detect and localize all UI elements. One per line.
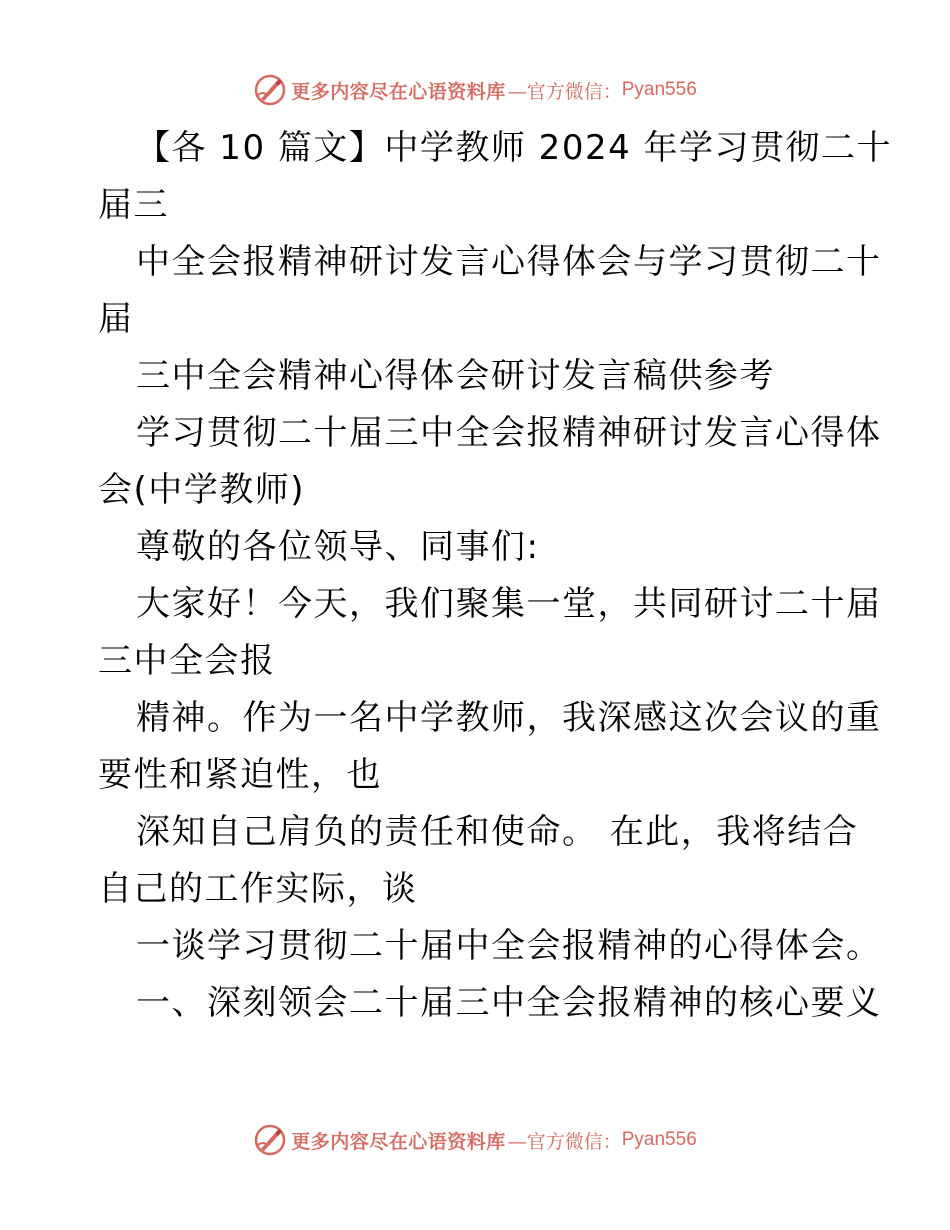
- watermark-wechat-id: Pyan556: [621, 79, 697, 100]
- text-line: 届: [98, 299, 134, 339]
- text-line: 精神。作为一名中学教师，我深感这次会议的重: [136, 698, 882, 738]
- text-line: 深知自己肩负的责任和使命。 在此，我将结合: [136, 812, 859, 852]
- watermark-banner-bottom: [0, 1120, 950, 1160]
- text-line: 一、深刻领会二十届三中全会报精神的核心要义: [136, 983, 882, 1023]
- watermark-main-text: 更多内容尽在心语资料库: [291, 80, 506, 103]
- watermark-wechat-id: Pyan556: [621, 1129, 697, 1150]
- watermark-separator: —官方微信：: [507, 80, 622, 103]
- pen-logo-icon: [253, 1123, 287, 1157]
- text-line: 【各 10 篇文】中学教师 2024 年学习贯彻二十: [136, 128, 893, 168]
- text-line: 尊敬的各位领导、同事们:: [136, 527, 540, 567]
- text-line: 三中全会精神心得体会研讨发言稿供参考: [136, 356, 775, 396]
- text-line: 自己的工作实际，谈: [98, 869, 418, 909]
- text-line: 届三: [98, 185, 169, 225]
- text-line: 三中全会报: [98, 641, 276, 681]
- watermark-main-text: 更多内容尽在心语资料库: [291, 1130, 506, 1153]
- text-line: 中全会报精神研讨发言心得体会与学习贯彻二十: [136, 242, 882, 282]
- watermark-separator: —官方微信：: [507, 1130, 622, 1153]
- text-line: 学习贯彻二十届三中全会报精神研讨发言心得体: [136, 413, 882, 453]
- document-body: [98, 120, 893, 1032]
- pen-logo-icon: [253, 73, 287, 107]
- text-line: 大家好！今天，我们聚集一堂，共同研讨二十届: [136, 584, 882, 624]
- text-line: 会(中学教师): [98, 470, 306, 510]
- watermark-banner-top: [0, 70, 950, 110]
- text-line: 要性和紧迫性，也: [98, 755, 382, 795]
- text-line: 一谈学习贯彻二十届中全会报精神的心得体会。: [136, 926, 882, 966]
